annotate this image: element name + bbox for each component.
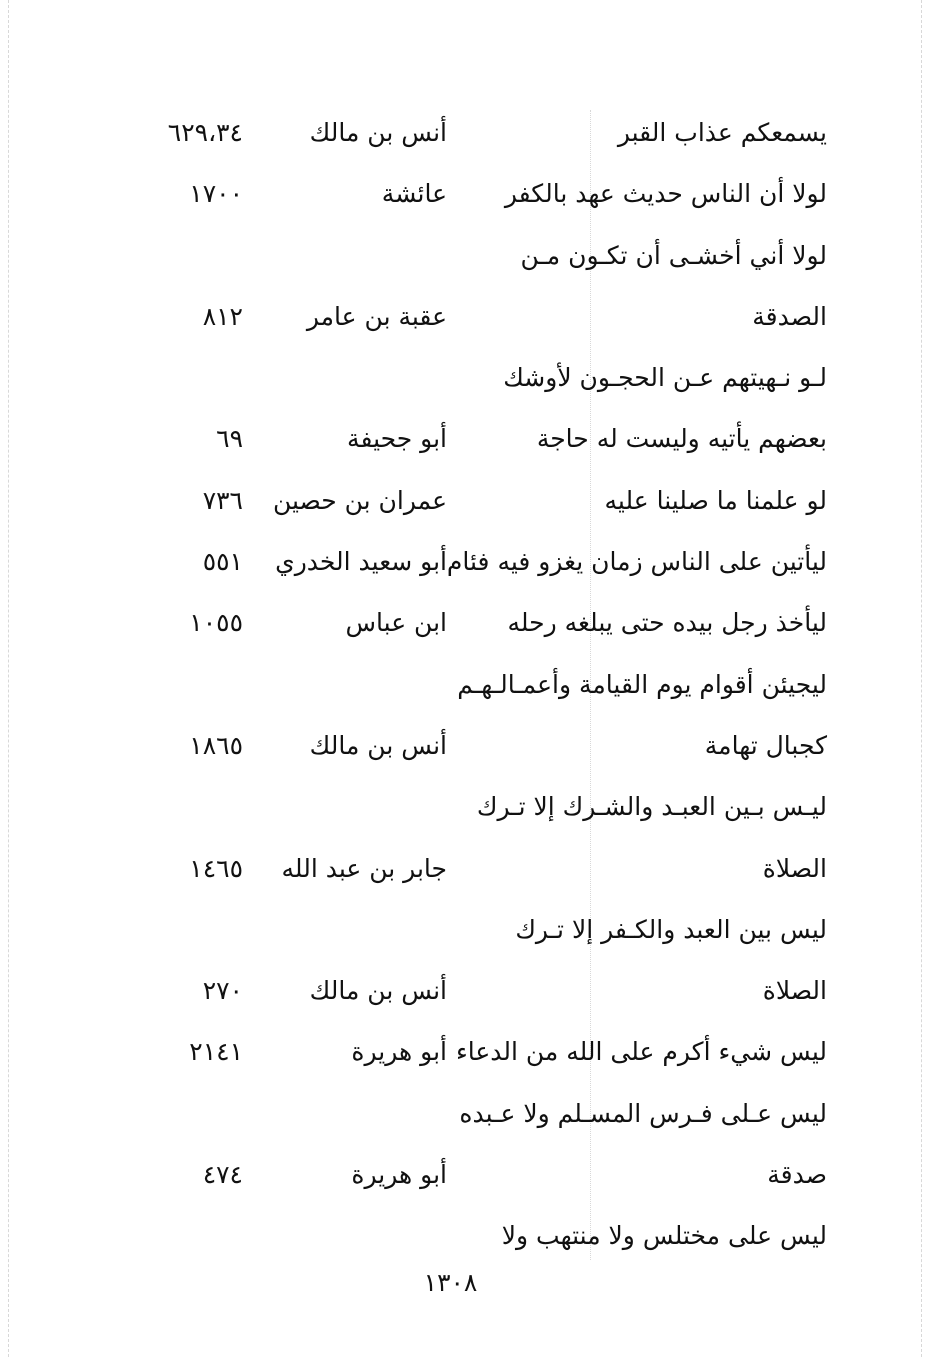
narrator-name: أبو هريرة bbox=[351, 1037, 447, 1067]
index-row bbox=[0, 593, 931, 654]
hadith-text: ليس شيء أكرم على الله من الدعاء bbox=[455, 1037, 827, 1067]
hadith-text: يسمعكم عذاب القبر bbox=[617, 118, 827, 147]
hadith-text: الصلاة bbox=[762, 976, 827, 1006]
hadith-text: ليس بين العبد والكـفر إلا تـرك bbox=[515, 914, 827, 944]
page-reference: ٢٧٠ bbox=[202, 976, 243, 1006]
narrator-name: ابن عباس bbox=[345, 608, 447, 638]
index-row bbox=[0, 655, 931, 716]
hadith-text: ليجيئن أقوام يوم القيامة وأعمـالـهـم bbox=[457, 669, 827, 699]
hadith-text: صدقة bbox=[767, 1160, 827, 1190]
page-number: ١٣٠٨ bbox=[423, 1268, 478, 1297]
index-row bbox=[0, 226, 931, 287]
hadith-text: لـو نـهيتهم عـن الحجـون لأوشك bbox=[503, 363, 827, 393]
index-row bbox=[0, 1206, 931, 1267]
index-row bbox=[0, 1022, 931, 1083]
narrator-name: أنس بن مالك bbox=[309, 976, 447, 1006]
index-row bbox=[0, 716, 931, 777]
narrator-name: عقبة بن عامر bbox=[306, 301, 447, 331]
narrator-name: عمران بن حصين bbox=[272, 485, 447, 515]
hadith-text: لو علمنا ما صلينا عليه bbox=[604, 485, 827, 515]
page-reference: ٨١٢ bbox=[202, 301, 243, 331]
hadith-text: ليأتين على الناس زمان يغزو فيه فئام bbox=[446, 547, 827, 577]
hadith-index-table bbox=[0, 103, 931, 1268]
index-row bbox=[0, 348, 931, 409]
page-reference: ١٤٦٥ bbox=[189, 853, 243, 883]
hadith-text: كجبال تهامة bbox=[704, 730, 827, 760]
index-row bbox=[0, 532, 931, 593]
narrator-name: عائشة bbox=[381, 179, 447, 209]
page-reference: ١٧٠٠ bbox=[189, 179, 243, 209]
index-row bbox=[0, 777, 931, 838]
index-row bbox=[0, 103, 931, 164]
narrator-name: أبو جحيفة bbox=[347, 424, 447, 454]
index-row bbox=[0, 900, 931, 961]
narrator-name: أبو سعيد الخدري bbox=[275, 547, 447, 577]
page-reference: ٧٣٦ bbox=[202, 485, 243, 515]
hadith-text: ليس على مختلس ولا منتهب ولا bbox=[501, 1221, 827, 1251]
page-reference: ٦٢٩،٣٤ bbox=[167, 118, 243, 147]
hadith-text: الصلاة bbox=[762, 853, 827, 883]
page-reference: ١٨٦٥ bbox=[189, 730, 243, 760]
index-row bbox=[0, 1145, 931, 1206]
page-reference: ٦٩ bbox=[216, 424, 243, 454]
hadith-text: ليأخذ رجل بيده حتى يبلغه رحله bbox=[507, 608, 827, 638]
narrator-name: أنس بن مالك bbox=[309, 118, 447, 147]
narrator-name: أبو هريرة bbox=[351, 1160, 447, 1190]
page-reference: ١٠٥٥ bbox=[189, 608, 243, 638]
hadith-text: لولا أن الناس حديث عهد بالكفر bbox=[504, 179, 827, 209]
hadith-text: بعضهم يأتيه وليست له حاجة bbox=[536, 424, 827, 454]
index-row bbox=[0, 1084, 931, 1145]
index-row bbox=[0, 164, 931, 225]
page-reference: ٤٧٤ bbox=[202, 1160, 243, 1190]
narrator-name: أنس بن مالك bbox=[309, 730, 447, 760]
hadith-text: ليس عـلى فـرس المسـلم ولا عـبده bbox=[459, 1098, 827, 1128]
narrator-name: جابر بن عبد الله bbox=[281, 853, 447, 883]
index-row bbox=[0, 287, 931, 348]
page-reference: ٢١٤١ bbox=[189, 1037, 243, 1067]
page-reference: ٥٥١ bbox=[202, 547, 243, 577]
index-row bbox=[0, 471, 931, 532]
index-row bbox=[0, 961, 931, 1022]
hadith-text: لولا أني أخشـى أن تكـون مـن bbox=[520, 240, 827, 270]
index-row bbox=[0, 839, 931, 900]
index-row bbox=[0, 409, 931, 470]
hadith-text: ليـس بـين العبـد والشـرك إلا تـرك bbox=[476, 792, 827, 822]
hadith-text: الصدقة bbox=[752, 301, 827, 331]
